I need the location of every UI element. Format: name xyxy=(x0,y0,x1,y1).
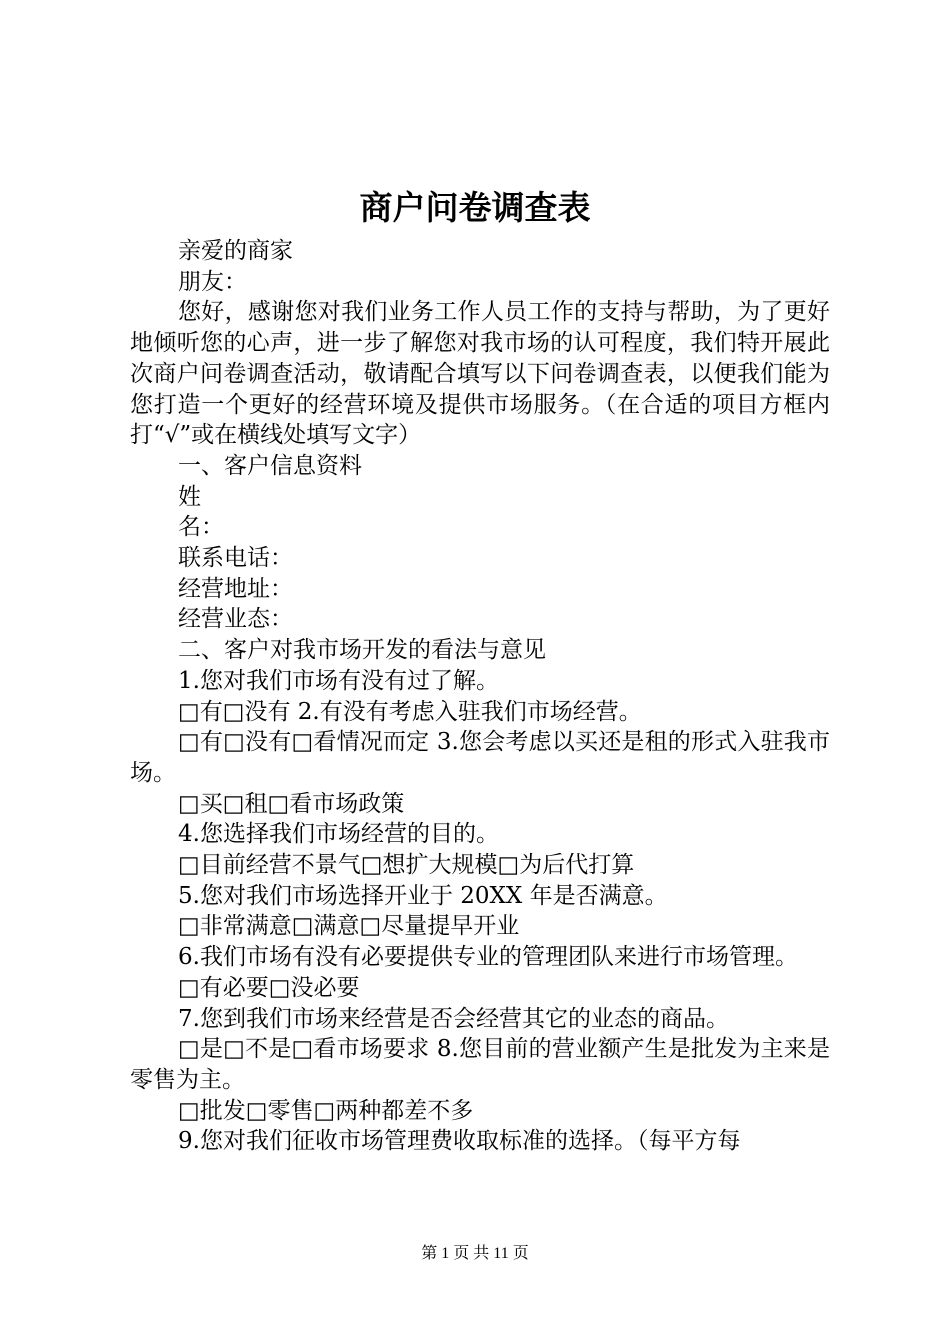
question-1: 1.您对我们市场有没有过了解。 xyxy=(178,667,499,694)
phone-label: 联系电话： xyxy=(178,545,293,572)
question-7: 7.您到我们市场来经营是否会经营其它的业态的商品。 xyxy=(178,1005,729,1032)
options-8: □批发□零售□两种都差不多 xyxy=(178,1097,474,1124)
options-5: □非常满意□满意□尽量提早开业 xyxy=(178,913,520,940)
intro-paragraph: 您好，感谢您对我们业务工作人员工作的支持与帮助，为了更好地倾听您的心声，进一步了解您对我市场的认可程度，我们特开展此次商户问卷调查活动，敬请配合填写以下问卷调查表，以便我们能为您打造一个更好的经营环境及提供市场服务。（在合适的项目方框内打“√”或在横线处填写文字） xyxy=(130,299,830,449)
document-title: 商户问卷调查表 xyxy=(359,188,591,227)
document-body xyxy=(130,236,830,1157)
options-4: □目前经营不景气□想扩大规模□为后代打算 xyxy=(178,852,635,879)
options-7-question-8: □是□不是□看市场要求 8.您目前的营业额产生是批发为主来是零售为主。 xyxy=(130,1036,830,1093)
business-type-label: 经营业态： xyxy=(178,606,293,633)
name-label-part-1: 姓 xyxy=(178,483,201,510)
options-6: □有必要□没必要 xyxy=(178,974,360,1001)
question-6: 6.我们市场有没有必要提供专业的管理团队来进行市场管理。 xyxy=(178,944,798,971)
options-2-question-3: □有□没有□看情况而定 3.您会考虑以买还是租的形式入驻我市场。 xyxy=(130,729,830,786)
greeting-line-2: 朋友： xyxy=(178,268,247,295)
section-heading-1: 一、客户信息资料 xyxy=(178,452,362,479)
question-5: 5.您对我们市场选择开业于 20XX 年是否满意。 xyxy=(178,882,668,909)
question-9: 9.您对我们征收市场管理费收取标准的选择。（每平方每 xyxy=(178,1128,741,1155)
address-label: 经营地址： xyxy=(178,575,293,602)
section-heading-2: 二、客户对我市场开发的看法与意见 xyxy=(178,637,546,664)
page-footer: 第 1 页 共 11 页 xyxy=(421,1245,529,1262)
options-3: □买□租□看市场政策 xyxy=(178,790,405,817)
greeting-line-1: 亲爱的商家 xyxy=(178,238,293,264)
options-1-question-2: □有□没有 2.有没有考虑入驻我们市场经营。 xyxy=(178,698,642,725)
name-label-part-2: 名： xyxy=(178,514,224,541)
question-4: 4.您选择我们市场经营的目的。 xyxy=(178,821,499,848)
